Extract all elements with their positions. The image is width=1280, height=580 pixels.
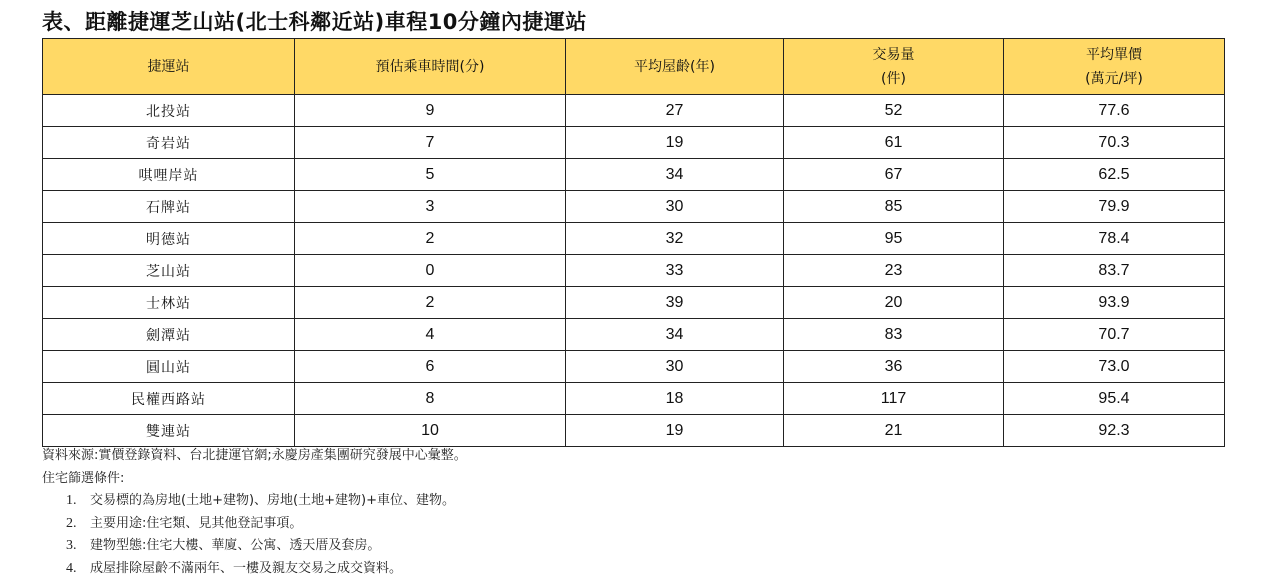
table-row (43, 223, 1225, 255)
criteria-item-number: 3. (66, 535, 77, 558)
cell-avg-age: 27 (566, 95, 784, 127)
criteria-item-number: 1. (66, 490, 77, 513)
cell-avg-age: 19 (566, 415, 784, 447)
cell-avg-price: 70.7 (1004, 319, 1225, 351)
source-note: 資料來源:實價登錄資料、台北捷運官網;永慶房產集團研究發展中心彙整。 (42, 445, 467, 468)
cell-avg-price: 92.3 (1004, 415, 1225, 447)
cell-travel-time: 5 (295, 159, 566, 191)
cell-station: 唭哩岸站 (43, 159, 295, 191)
cell-volume: 36 (784, 351, 1004, 383)
cell-travel-time: 0 (295, 255, 566, 287)
cell-avg-price: 73.0 (1004, 351, 1225, 383)
cell-avg-age: 30 (566, 351, 784, 383)
criteria-item-text: 交易標的為房地(土地+建物)、房地(土地+建物)+車位、建物。 (90, 493, 455, 508)
cell-avg-price: 77.6 (1004, 95, 1225, 127)
cell-station: 雙連站 (43, 415, 295, 447)
header-travel-time (295, 39, 566, 95)
cell-volume: 117 (784, 383, 1004, 415)
cell-avg-price: 79.9 (1004, 191, 1225, 223)
cell-station: 明德站 (43, 223, 295, 255)
cell-travel-time: 2 (295, 287, 566, 319)
cell-volume: 20 (784, 287, 1004, 319)
cell-avg-age: 18 (566, 383, 784, 415)
table-row (43, 95, 1225, 127)
criteria-item-text: 主要用途:住宅類、見其他登記事項。 (90, 516, 302, 531)
table-row (43, 159, 1225, 191)
criteria-item-text: 成屋排除屋齡不滿兩年、一樓及親友交易之成交資料。 (90, 561, 402, 576)
mrt-station-table (42, 38, 1225, 447)
cell-avg-price: 78.4 (1004, 223, 1225, 255)
cell-station: 石牌站 (43, 191, 295, 223)
criteria-item-text: 建物型態:住宅大樓、華廈、公寓、透天厝及套房。 (90, 538, 380, 553)
cell-volume: 52 (784, 95, 1004, 127)
criteria-item (42, 535, 467, 558)
cell-travel-time: 8 (295, 383, 566, 415)
cell-avg-price: 83.7 (1004, 255, 1225, 287)
cell-avg-age: 33 (566, 255, 784, 287)
table-row (43, 415, 1225, 447)
cell-avg-price: 95.4 (1004, 383, 1225, 415)
cell-travel-time: 7 (295, 127, 566, 159)
cell-volume: 85 (784, 191, 1004, 223)
header-station-label: 捷運站 (43, 55, 294, 79)
cell-station: 劍潭站 (43, 319, 295, 351)
cell-travel-time: 2 (295, 223, 566, 255)
header-avg-price-unit: (萬元/坪) (1004, 67, 1224, 91)
cell-avg-age: 34 (566, 319, 784, 351)
cell-volume: 21 (784, 415, 1004, 447)
cell-travel-time: 6 (295, 351, 566, 383)
criteria-item-number: 4. (66, 558, 77, 580)
header-avg-age (566, 39, 784, 95)
table-row (43, 383, 1225, 415)
table-row (43, 351, 1225, 383)
criteria-title: 住宅篩選條件: (42, 468, 467, 491)
criteria-item-number: 2. (66, 513, 77, 536)
cell-station: 芝山站 (43, 255, 295, 287)
cell-volume: 83 (784, 319, 1004, 351)
cell-travel-time: 9 (295, 95, 566, 127)
cell-station: 奇岩站 (43, 127, 295, 159)
table-row (43, 127, 1225, 159)
header-volume (784, 39, 1004, 95)
cell-volume: 67 (784, 159, 1004, 191)
cell-avg-price: 62.5 (1004, 159, 1225, 191)
header-station (43, 39, 295, 95)
table-body (43, 95, 1225, 447)
criteria-item (42, 490, 467, 513)
criteria-list (42, 490, 467, 580)
header-volume-label: 交易量 (784, 43, 1003, 67)
table-row (43, 191, 1225, 223)
cell-avg-age: 19 (566, 127, 784, 159)
cell-volume: 95 (784, 223, 1004, 255)
cell-avg-price: 93.9 (1004, 287, 1225, 319)
header-row (43, 39, 1225, 95)
cell-avg-age: 39 (566, 287, 784, 319)
criteria-item (42, 513, 467, 536)
table-row (43, 255, 1225, 287)
header-travel-time-label: 預估乘車時間(分) (295, 55, 565, 79)
cell-station: 民權西路站 (43, 383, 295, 415)
header-avg-price-label: 平均單價 (1004, 43, 1224, 67)
cell-station: 士林站 (43, 287, 295, 319)
cell-volume: 61 (784, 127, 1004, 159)
cell-avg-age: 34 (566, 159, 784, 191)
header-avg-price (1004, 39, 1225, 95)
cell-travel-time: 4 (295, 319, 566, 351)
header-volume-unit: (件) (784, 67, 1003, 91)
cell-travel-time: 10 (295, 415, 566, 447)
table-title: 表、距離捷運芝山站(北士科鄰近站)車程10分鐘內捷運站 (42, 6, 587, 36)
table-row (43, 287, 1225, 319)
footnotes (42, 445, 467, 580)
cell-station: 北投站 (43, 95, 295, 127)
cell-avg-price: 70.3 (1004, 127, 1225, 159)
cell-avg-age: 32 (566, 223, 784, 255)
table-row (43, 319, 1225, 351)
header-avg-age-label: 平均屋齡(年) (566, 55, 783, 79)
cell-travel-time: 3 (295, 191, 566, 223)
cell-avg-age: 30 (566, 191, 784, 223)
cell-station: 圓山站 (43, 351, 295, 383)
cell-volume: 23 (784, 255, 1004, 287)
